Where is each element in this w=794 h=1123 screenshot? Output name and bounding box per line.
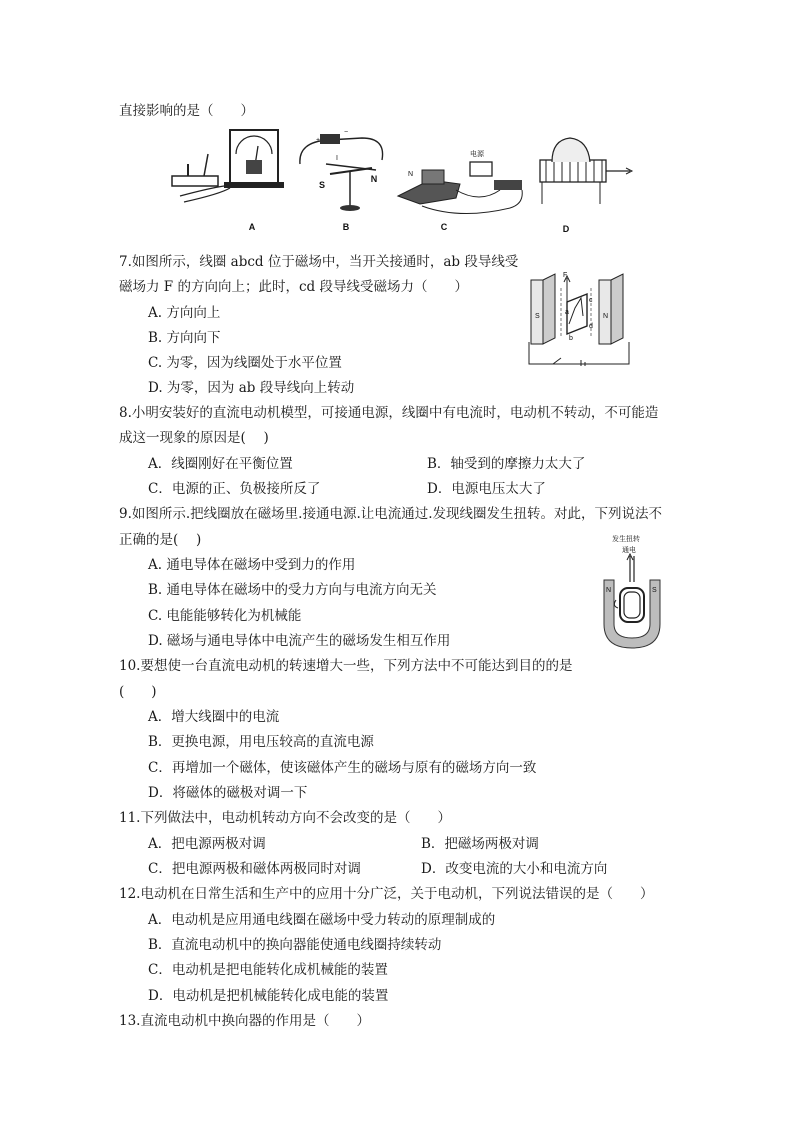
- q9-caption-twist: 发生扭转: [612, 536, 640, 543]
- q11-option-b: B．把磁场两极对调: [421, 836, 539, 852]
- q11-option-a: A．把电源两极对调: [148, 836, 266, 852]
- q6-figure-d-right-hand: [540, 138, 632, 234]
- q10-option-b: B．更换电源，用电压较高的直流电源: [148, 734, 374, 750]
- q9-n-label: N: [606, 587, 612, 594]
- q9-s-label: S: [652, 587, 657, 594]
- q7-option-a: A. 方向向上: [148, 305, 221, 321]
- q7-stem-line1: 7.如图所示，线圈 abcd 位于磁场中，当开关接通时，ab 段导线受: [119, 254, 519, 270]
- q7-s-label: S: [535, 313, 540, 320]
- q7-a-label: a: [565, 309, 569, 316]
- q6-c-n-label: N: [408, 171, 414, 178]
- q6-figure-a-galvanometer: [172, 130, 284, 232]
- q13-stem: 13.直流电动机中换向器的作用是（ ）: [119, 1013, 370, 1029]
- q8-option-b: B．轴受到的摩擦力太大了: [427, 456, 586, 472]
- svg-text:+: +: [316, 137, 321, 144]
- q6-label-c: C: [440, 222, 448, 232]
- q9-stem-line1: 9.如图所示.把线圈放在磁场里.接通电源.让电流通过.发现线圈发生扭转。对此，下列说法不: [119, 506, 663, 522]
- q6-b-n-label: N: [370, 174, 378, 184]
- q7-option-d: D. 为零，因为 ab 段导线向上转动: [148, 380, 355, 396]
- q7-coil-figure: [525, 268, 633, 366]
- q8-stem-line1: 8.小明安装好的直流电动机模型，可接通电源，线圈中有电流时，电动机不转动，不可能造: [119, 405, 659, 421]
- q12-option-a: A．电动机是应用通电线圈在磁场中受力转动的原理制成的: [148, 912, 496, 928]
- q6-b-s-label: S: [318, 180, 326, 190]
- q11-option-d: D．改变电流的大小和电流方向: [421, 861, 608, 877]
- q6-label-b: B: [342, 222, 350, 232]
- q7-b-label: b: [569, 335, 573, 342]
- q9-option-a: A. 通电导体在磁场中受到力的作用: [148, 557, 356, 573]
- q7-n-label: N: [603, 313, 609, 320]
- q6-figure-strip: [160, 124, 640, 236]
- q7-force-label: F: [563, 272, 568, 279]
- q6-figure-b-oersted: [300, 129, 383, 232]
- q7-c-label: c: [589, 297, 593, 304]
- q9-option-d: D. 磁场与通电导体中电流产生的磁场发生相互作用: [148, 633, 451, 649]
- q7-option-c: C. 为零，因为线圈处于水平位置: [148, 355, 342, 371]
- q7-option-b: B. 方向向下: [148, 330, 221, 346]
- q10-option-d: D．将磁体的磁极对调一下: [148, 785, 308, 801]
- q11-option-c: C．把电源两极和磁体两极同时对调: [148, 861, 361, 877]
- q9-option-b: B. 通电导体在磁场中的受力方向与电流方向无关: [148, 582, 437, 598]
- q9-caption-current: 通电: [622, 547, 636, 554]
- q10-option-a: A．增大线圈中的电流: [148, 709, 280, 725]
- q6-stem-tail: 直接影响的是（ ）: [119, 103, 254, 119]
- q9-magnet-figure: [598, 532, 666, 652]
- q8-stem-line2: 成这一现象的原因是( ): [119, 430, 269, 446]
- q6-label-d: D: [562, 224, 570, 234]
- q7-stem-line2: 磁场力 F 的方向向上；此时，cd 段导线受磁场力（ ）: [119, 279, 468, 295]
- q10-option-c: C．再增加一个磁体，使该磁体产生的磁场与原有的磁场方向一致: [148, 760, 537, 776]
- q10-stem-line2: ( ): [119, 684, 157, 700]
- q9-option-c: C. 电能能够转化为机械能: [148, 608, 302, 624]
- q12-stem: 12.电动机在日常生活和生产中的应用十分广泛，关于电动机，下列说法错误的是（ ）: [119, 886, 654, 902]
- q6-figure-c-motor: [398, 149, 522, 232]
- q12-option-d: D．电动机是把机械能转化成电能的装置: [148, 988, 389, 1004]
- q8-option-a: A．线圈刚好在平衡位置: [148, 456, 293, 472]
- q11-stem: 11.下列做法中，电动机转动方向不会改变的是（ ）: [119, 810, 451, 826]
- q8-option-c: C．电源的正、负极接所反了: [148, 481, 321, 497]
- q6-label-a: A: [248, 222, 256, 232]
- q12-option-c: C．电动机是把电能转化成机械能的装置: [148, 962, 388, 978]
- q6-b-i-label: I: [336, 155, 338, 162]
- q10-stem-line1: 10.要想使一台直流电动机的转速增大一些，下列方法中不可能达到目的的是: [119, 658, 573, 674]
- q8-option-d: D．电源电压太大了: [427, 481, 546, 497]
- q6-c-power-label: 电源: [470, 151, 484, 158]
- q12-option-b: B．直流电动机中的换向器能使通电线圈持续转动: [148, 937, 442, 953]
- q7-d-label: d: [589, 323, 593, 330]
- svg-text:−: −: [344, 129, 349, 136]
- q9-stem-line2: 正确的是( ): [119, 532, 202, 548]
